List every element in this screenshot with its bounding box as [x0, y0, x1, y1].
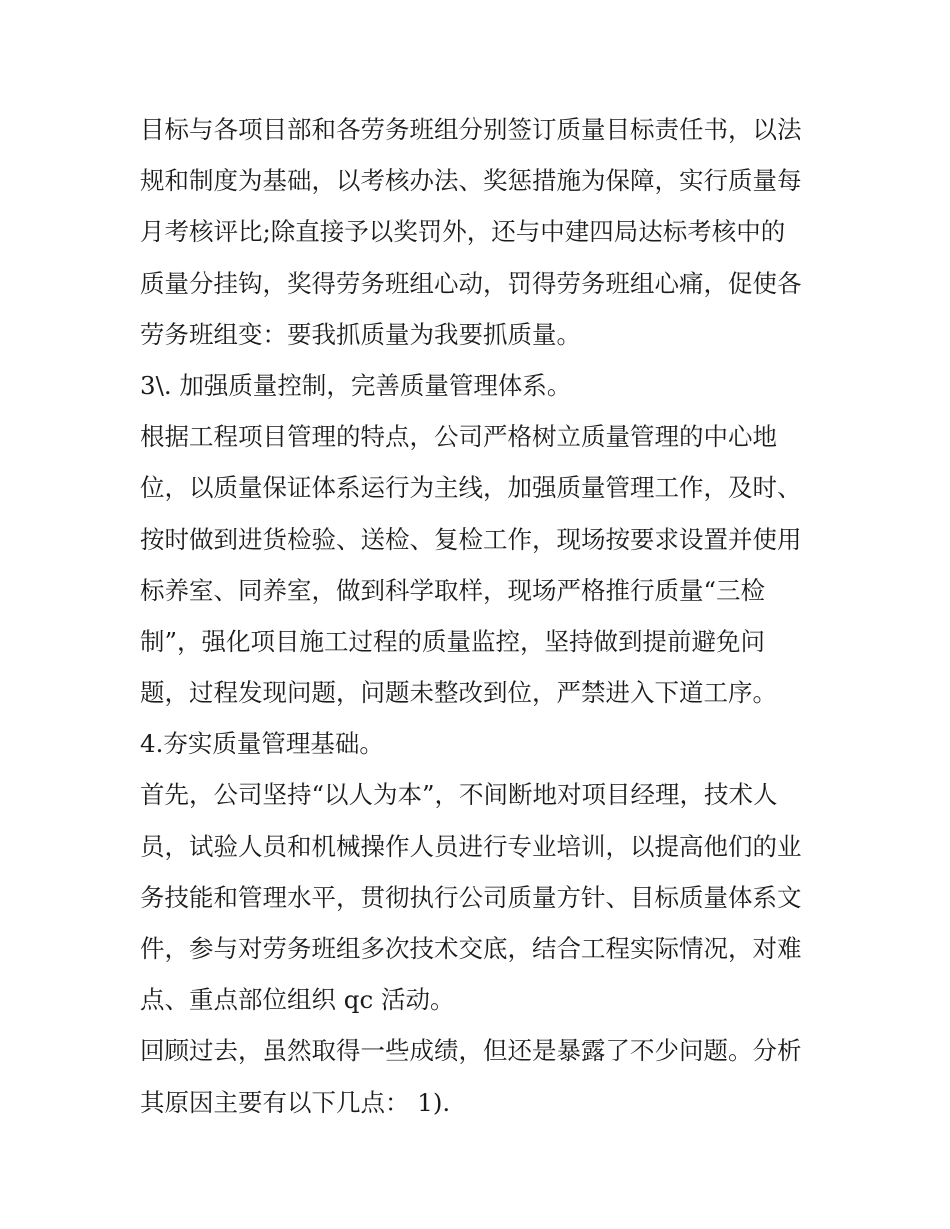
text-line: 质量分挂钩，奖得劳务班组心动，罚得劳务班组心痛，促使各 [140, 268, 802, 298]
text-line: 规和制度为基础，以考核办法、奖惩措施为保障，实行质量每 [140, 166, 802, 196]
text-line: 点、重点部位组织 qc 活动。 [140, 985, 455, 1015]
section-heading: 3\. 加强质量控制，完善质量管理体系。 [140, 370, 572, 400]
text-line: 根据工程项目管理的特点，公司严格树立质量管理的中心地 [140, 422, 777, 452]
text-line: 标养室、同养室，做到科学取样，现场严格推行质量“三检 [140, 575, 766, 605]
text-line: 按时做到进货检验、送检、复检工作，现场按要求设置并使用 [140, 524, 802, 554]
text-line: 制”，强化项目施工过程的质量监控，坚持做到提前避免问 [140, 626, 766, 656]
text-line: 劳务班组变：要我抓质量为我要抓质量。 [140, 319, 581, 349]
text-line: 目标与各项目部和各劳务班组分别签订质量目标责任书，以法 [140, 115, 802, 144]
text-line: 回顾过去，虽然取得一些成绩，但还是暴露了不少问题。分析 [140, 1036, 802, 1066]
text-line: 员，试验人员和机械操作人员进行专业培训，以提高他们的业 [140, 831, 802, 861]
text-line: 务技能和管理水平，贯彻执行公司质量方针、目标质量体系文 [140, 882, 802, 912]
text-line: 题，过程发现问题，问题未整改到位，严禁进入下道工序。 [140, 678, 777, 708]
section-heading: 4.夯实质量管理基础。 [140, 729, 384, 759]
text-line: 月考核评比;除直接予以奖罚外，还与中建四局达标考核中的 [140, 217, 786, 247]
text-line: 件，参与对劳务班组多次技术交底，结合工程实际情况，对难 [140, 934, 802, 963]
document-body [140, 104, 820, 1128]
text-line: 其原因主要有以下几点： 1). [140, 1087, 451, 1117]
text-line: 位，以质量保证体系运行为主线，加强质量管理工作，及时、 [140, 473, 802, 503]
text-line: 首先，公司坚持“以人为本”，不间断地对项目经理，技术人 [140, 780, 778, 810]
